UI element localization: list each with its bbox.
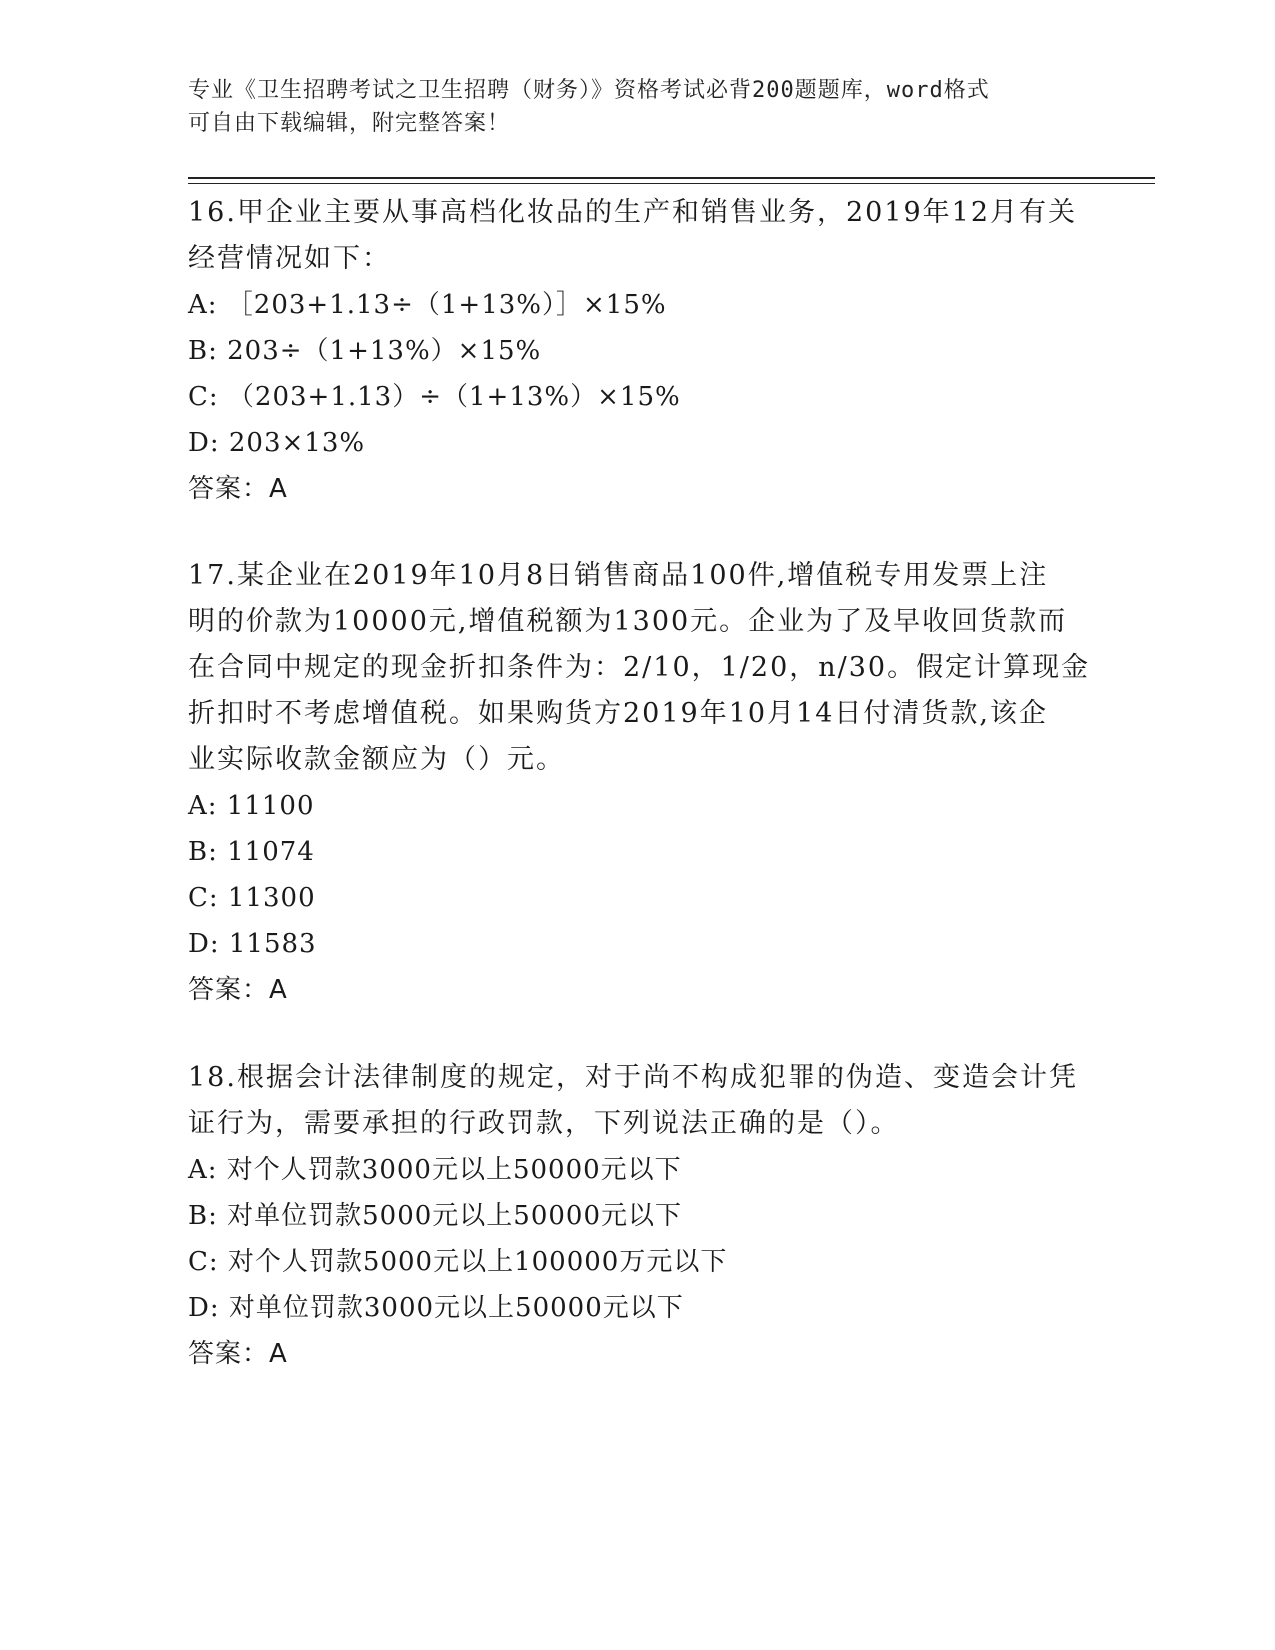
header-divider-thin	[188, 183, 1155, 184]
question-18	[188, 1055, 1088, 1377]
header-divider-thick	[188, 177, 1155, 179]
question-stem-line: 18.根据会计法律制度的规定，对于尚不构成犯罪的伪造、变造会计凭	[188, 1062, 1078, 1093]
question-16	[188, 190, 1088, 512]
option-d: D: 对单位罚款3000元以上50000元以下	[188, 1293, 684, 1323]
question-17	[188, 553, 1091, 1013]
question-stem-line: 证行为，需要承担的行政罚款，下列说法正确的是（）。	[188, 1108, 900, 1139]
question-stem-line: 在合同中规定的现金折扣条件为：2/10，1/20，n/30。假定计算现金	[188, 652, 1091, 683]
option-b: B: 对单位罚款5000元以上50000元以下	[188, 1201, 683, 1231]
document-header	[188, 74, 1068, 140]
header-line-1: 专业《卫生招聘考试之卫生招聘（财务）》资格考试必背200题题库，word格式	[188, 78, 990, 103]
answer-line: 答案：A	[188, 474, 288, 504]
question-stem-line: 16.甲企业主要从事高档化妆品的生产和销售业务，2019年12月有关	[188, 197, 1078, 228]
option-c: C: （203+1.13）÷（1+13%）×15%	[188, 382, 681, 412]
option-c: C: 11300	[188, 883, 316, 913]
answer-line: 答案：A	[188, 1339, 288, 1369]
option-a: A: 对个人罚款3000元以上50000元以下	[188, 1155, 682, 1185]
header-line-2: 可自由下载编辑，附完整答案！	[188, 111, 511, 136]
option-b: B: 11074	[188, 837, 315, 867]
option-c: C: 对个人罚款5000元以上100000万元以下	[188, 1247, 728, 1277]
option-d: D: 11583	[188, 929, 317, 959]
option-a: A: ［203+1.13÷（1+13%）］×15%	[188, 290, 667, 320]
option-a: A: 11100	[188, 791, 315, 821]
answer-line: 答案：A	[188, 975, 288, 1005]
option-d: D: 203×13%	[188, 428, 366, 458]
question-stem-line: 17.某企业在2019年10月8日销售商品100件,增值税专用发票上注	[188, 560, 1049, 591]
question-stem-line: 经营情况如下：	[188, 243, 391, 274]
question-stem-line: 业实际收款金额应为（）元。	[188, 744, 565, 775]
option-b: B: 203÷（1+13%）×15%	[188, 336, 542, 366]
question-stem-line: 折扣时不考虑增值税。如果购货方2019年10月14日付清货款,该企	[188, 698, 1049, 729]
question-stem-line: 明的价款为10000元,增值税额为1300元。企业为了及早收回货款而	[188, 606, 1068, 637]
